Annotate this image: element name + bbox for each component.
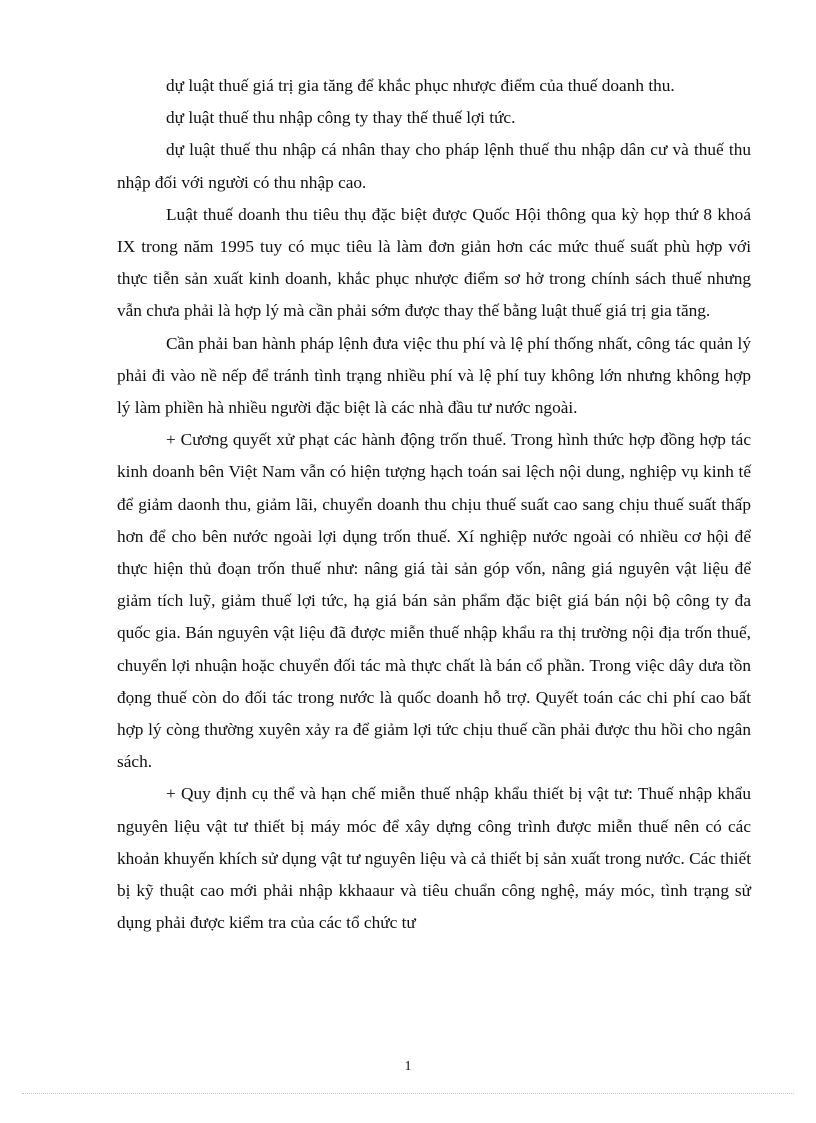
paragraph: Cần phải ban hành pháp lệnh đưa việc thu phí và lệ phí thống nhất, công tác quản lý phải đi vào nề nếp để tránh tình trạng nhiều phí và lệ phí tuy không lớn nhưng không hợp lý làm phiền hà nhiều người đặc biệt là các nhà đầu tư nước ngoài. [117, 333, 751, 418]
paragraph: + Quy định cụ thể và hạn chế miễn thuế nhập khẩu thiết bị vật tư: Thuế nhập khẩu nguyên liệu vật tư thiết bị máy móc để xây dựng công trình được miễn thuế nên có các khoản khuyến khích sử dụng vật tư nguyên liệu và cả thiết bị sản xuất trong nước. Các thiết bị kỹ thuật cao mới phải nhập kkhaaur và tiêu chuẩn công nghệ, máy móc, tình trạng sử dụng phải được kiểm tra của các tổ chức tư [117, 784, 751, 933]
footer-divider [22, 1093, 794, 1094]
paragraph: + Cương quyết xử phạt các hành động trốn thuế. Trong hình thức hợp đồng hợp tác kinh doanh bên Việt Nam vẫn có hiện tượng hạch toán sai lệch nội dung, nghiệp vụ kinh tế để giảm daonh thu, giảm lãi, chuyển doanh thu chịu thuế suất cao sang chịu thuế suất thấp hơn để cho bên nước ngoài lợi dụng trốn thuế. Xí nghiệp nước ngoài có nhiều cơ hội để thực hiện thủ đoạn trốn thuế như: nâng giá tài sản góp vốn, nâng giá nguyên vật liệu để giảm tích luỹ, giảm thuế lợi tức, hạ giá bán sản phẩm đặc biệt giá bán nội bộ công ty đa quốc gia. Bán nguyên vật liệu đã được miễn thuế nhập khẩu ra thị trường nội địa trốn thuế, chuyển lợi nhuận hoặc chuyển đối tác mà thực chất là bán cổ phần. Trong việc dây dưa tồn đọng thuế còn do đối tác trong nước là quốc doanh hỗ trợ. Quyết toán các chi phí cao bất hợp lý còng thường xuyên xảy ra để giảm lợi tức chịu thuế cần phải được thu hồi cho ngân sách. [117, 430, 751, 772]
paragraph: Luật thuế doanh thu tiêu thụ đặc biệt được Quốc Hội thông qua kỳ họp thứ 8 khoá IX trong năm 1995 tuy có mục tiêu là làm đơn giản hơn các mức thuế suất phù hợp với thực tiễn sản xuất kinh doanh, khắc phục nhược điểm sơ hở trong chính sách thuế nhưng vẫn chưa phải là hợp lý mà cần phải sớm được thay thế bằng luật thuế giá trị gia tăng. [117, 204, 751, 321]
paragraph: dự luật thuế thu nhập cá nhân thay cho pháp lệnh thuế thu nhập dân cư và thuế thu nhập đối với người có thu nhập cao. [117, 140, 751, 192]
body-text [117, 70, 751, 939]
page-number: 1 [404, 1059, 412, 1074]
paragraph: dự luật thuế thu nhập công ty thay thế thuế lợi tức. [166, 108, 516, 128]
paragraph: dự luật thuế giá trị gia tăng để khắc phục nhược điểm của thuế doanh thu. [166, 76, 675, 95]
